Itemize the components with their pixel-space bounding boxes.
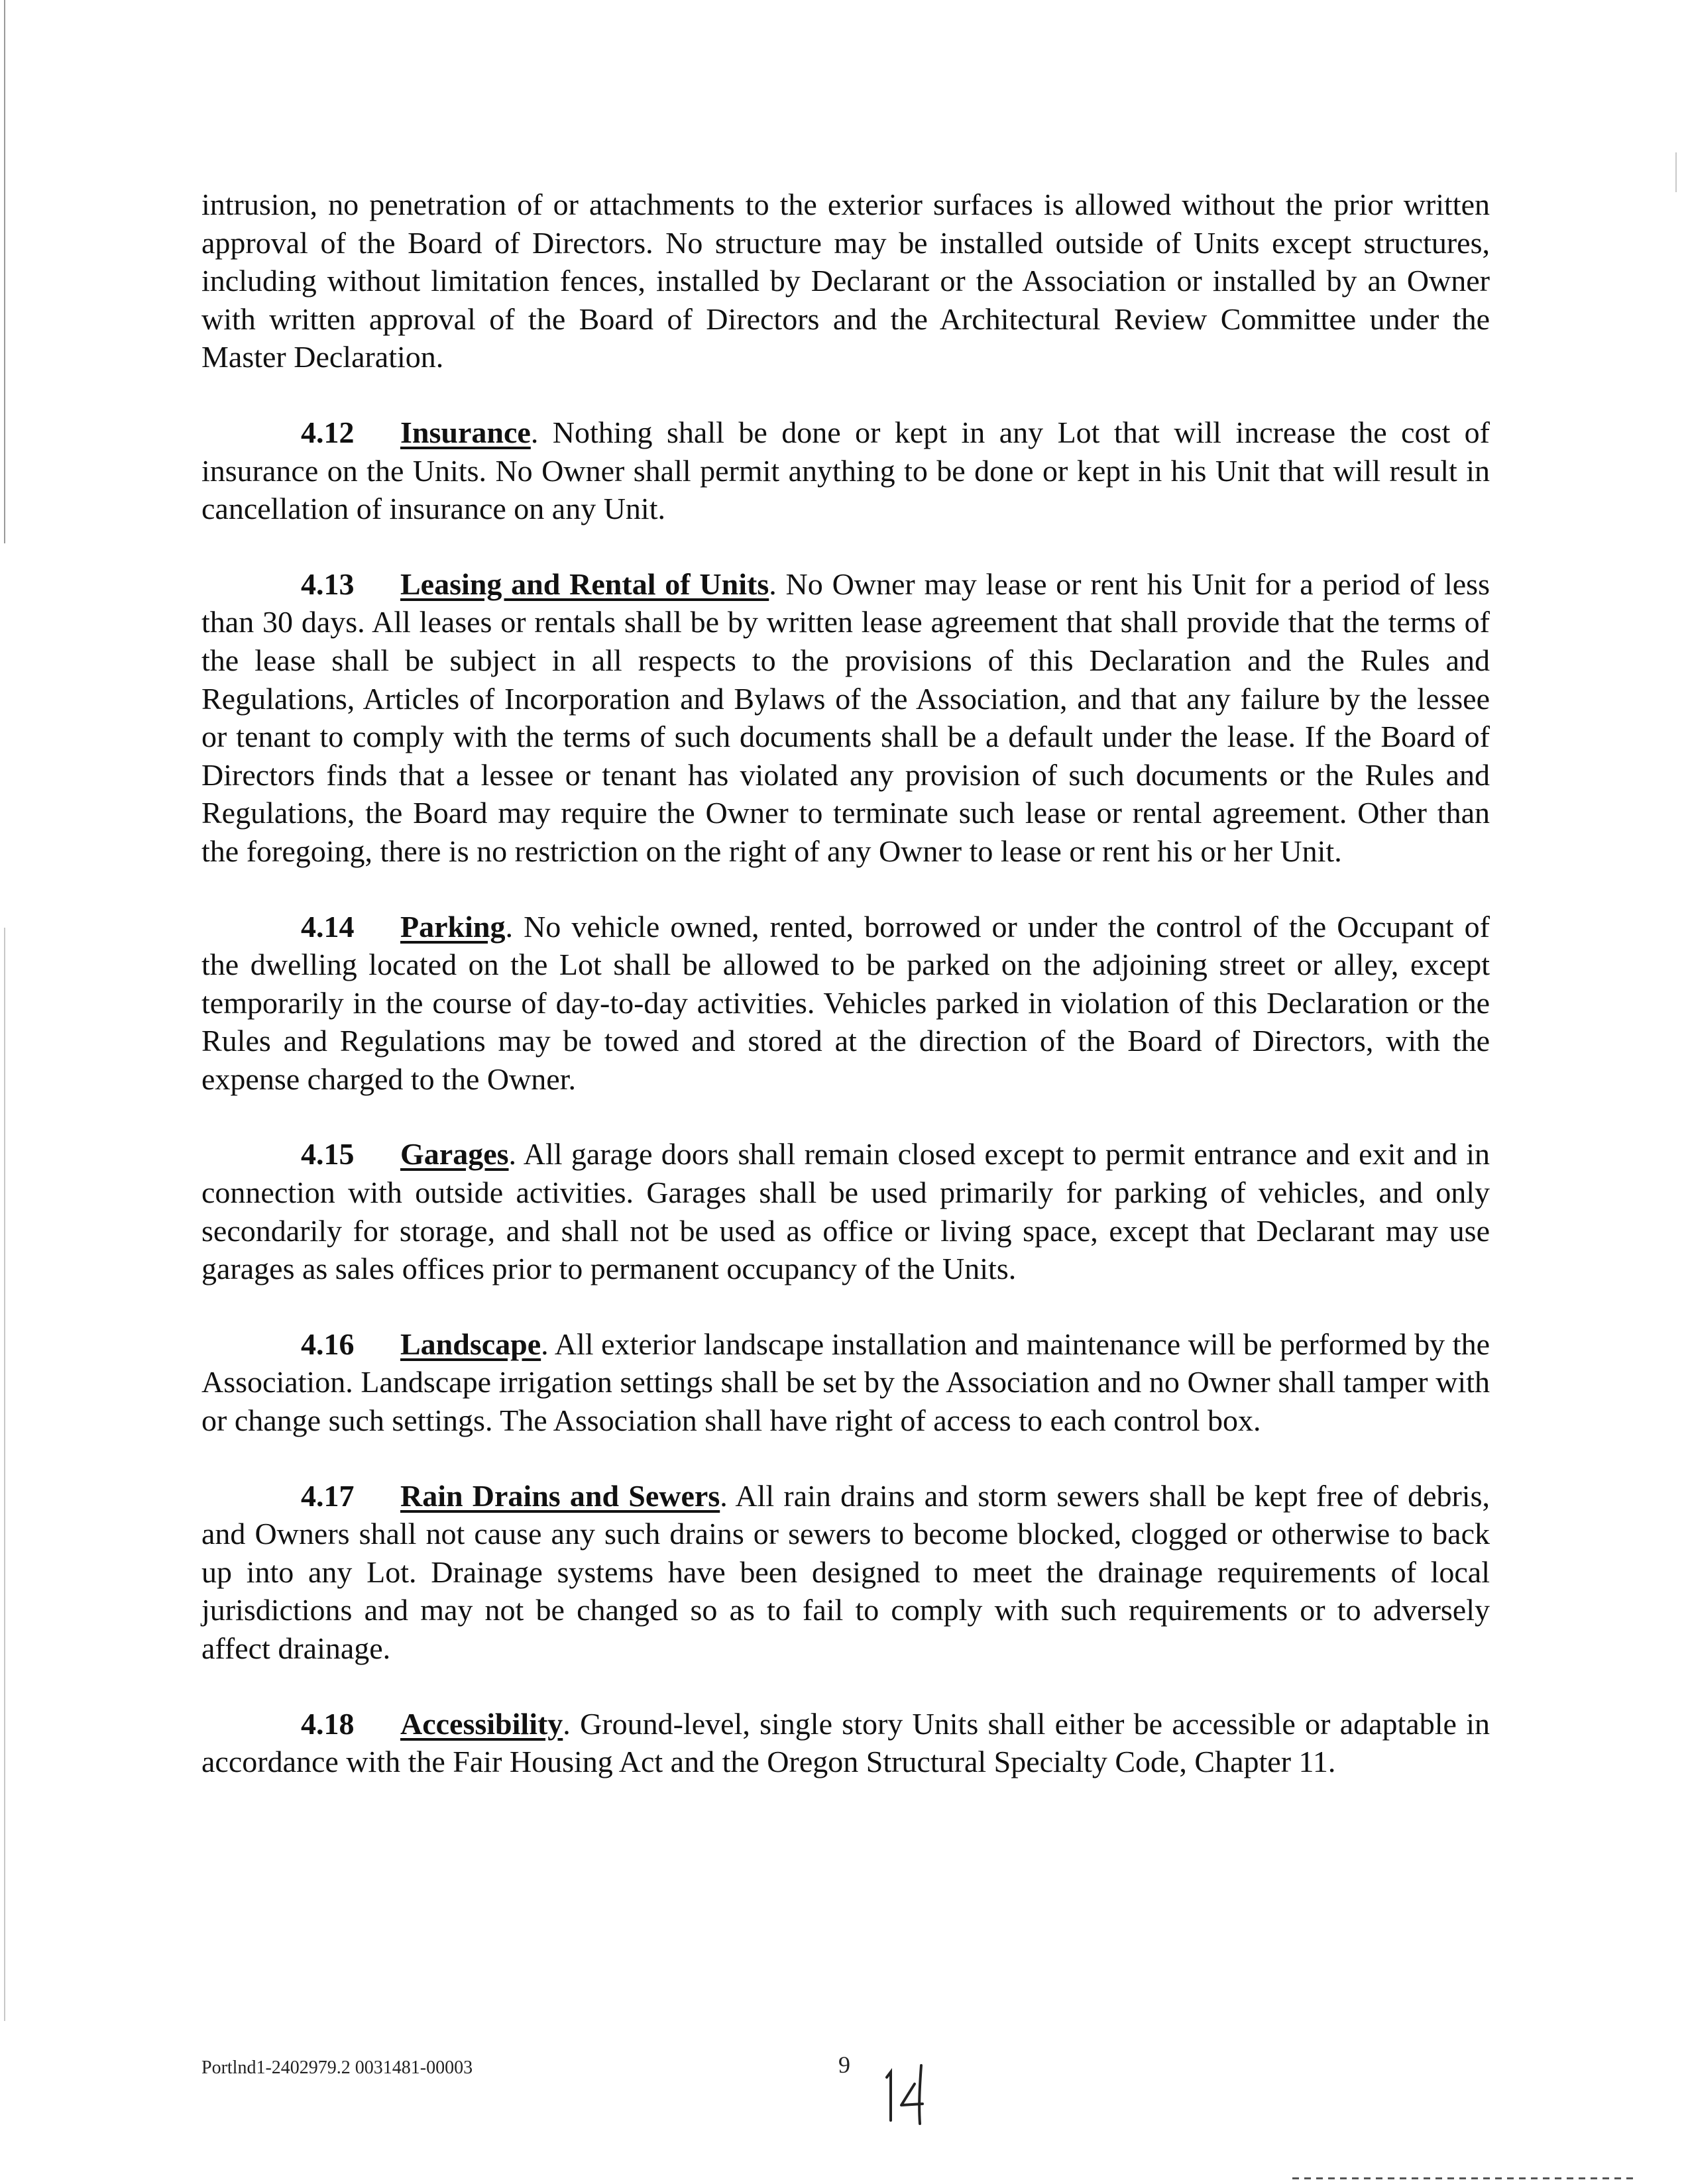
section-heading: Rain Drains and Sewers bbox=[400, 1478, 720, 1513]
section-text: . Ground-level, single story Units shall either be accessible or adaptable in accordance with the Fair Housing Act and the Oregon Structural Specialty Code, Chapter 11. bbox=[201, 1706, 1490, 1779]
section-heading: Landscape bbox=[400, 1327, 541, 1361]
section-4-13 bbox=[201, 565, 1490, 871]
section-heading: Parking bbox=[400, 909, 506, 944]
section-heading: Garages bbox=[400, 1137, 509, 1172]
section-text: . All exterior landscape installation and maintenance will be performed by the Association. Landscape irrigation settings shall be set by the Association and no Owner shall tamper with or change such settings. The Association shall have right of access to each control box. bbox=[201, 1327, 1490, 1438]
section-text: . All rain drains and storm sewers shall be kept free of debris, and Owners shall not cause any such drains or sewers to become blocked, clogged or otherwise to back up into any Lot. Drainage systems have been designed to meet the drainage requirements of local jurisdictions and may not be changed so as to fail to comply with such requirements or to adversely affect drainage. bbox=[201, 1478, 1490, 1665]
scan-artifact-dashes bbox=[1292, 2177, 1637, 2179]
section-number: 4.13 bbox=[301, 567, 355, 601]
section-number: 4.17 bbox=[301, 1478, 355, 1513]
section-4-14 bbox=[201, 908, 1490, 1099]
section-number: 4.18 bbox=[301, 1706, 355, 1741]
section-4-12 bbox=[201, 413, 1490, 528]
section-text: . All garage doors shall remain closed except to permit entrance and exit and in connection with outside activities. Garages shall be used primarily for parking of vehicles, and only secondarily for storage, and shall not be used as office or living space, except that Declarant may use garages as sales offices prior to permanent occupancy of the Units. bbox=[201, 1137, 1490, 1286]
footer-document-id: Portlnd1-2402979.2 0031481-00003 bbox=[201, 2057, 473, 2078]
continuation-paragraph: intrusion, no penetration of or attachments to the exterior surfaces is allowed without the prior written approval of the Board of Directors. No structure may be installed outside of Units except structures, including without limitation fences, installed by Declarant or the Association or installed by an Owner with written approval of the Board of Directors and the Architectural Review Committee under the Master Declaration. bbox=[201, 188, 1490, 374]
footer-page-number: 9 bbox=[838, 2051, 850, 2078]
scan-edge-right bbox=[1675, 152, 1677, 192]
scan-edge-left bbox=[4, 0, 5, 543]
section-4-17 bbox=[201, 1477, 1490, 1668]
section-number: 4.14 bbox=[301, 909, 355, 944]
section-number: 4.12 bbox=[301, 415, 355, 449]
section-text: . Nothing shall be done or kept in any Lot that will increase the cost of insurance on the Units. No Owner shall permit anything to be done or kept in his Unit that will result in cancellation of insurance on any Unit. bbox=[201, 415, 1490, 526]
section-text: . No vehicle owned, rented, borrowed or under the control of the Occupant of the dwelling located on the Lot shall be allowed to be parked on the adjoining street or alley, except temporarily in the course of day-to-day activities. Vehicles parked in violation of this Declaration or the Rules and Regulations may be towed and stored at the direction of the Board of Directors, with the expense charged to the Owner. bbox=[201, 909, 1490, 1096]
section-4-18 bbox=[201, 1705, 1490, 1781]
section-heading: Leasing and Rental of Units bbox=[400, 567, 769, 601]
section-4-16 bbox=[201, 1325, 1490, 1440]
document-body bbox=[201, 186, 1490, 1818]
section-heading: Insurance bbox=[400, 415, 531, 449]
section-number: 4.15 bbox=[301, 1137, 355, 1172]
section-number: 4.16 bbox=[301, 1327, 355, 1361]
handwritten-page-mark bbox=[881, 2057, 934, 2130]
scan-edge-left-lower bbox=[4, 928, 5, 2021]
section-4-15 bbox=[201, 1135, 1490, 1287]
section-text: . No Owner may lease or rent his Unit for a period of less than 30 days. All leases or rentals shall be by written lease agreement that shall provide that the terms of the lease shall be subject in all respects to the provisions of this Declaration and the Rules and Regulations, Articles of Incorporation and Bylaws of the Association, and that any failure by the lessee or tenant to comply with the terms of such documents shall be a default under the lease. If the Board of Directors finds that a lessee or tenant has violated any provision of such documents or the Rules and Regulations, the Board may require the Owner to terminate such lease or rental agreement. Other than the foregoing, there is no restriction on the right of any Owner to lease or rent his or her Unit. bbox=[201, 567, 1490, 868]
section-heading: Accessibility bbox=[400, 1706, 563, 1741]
